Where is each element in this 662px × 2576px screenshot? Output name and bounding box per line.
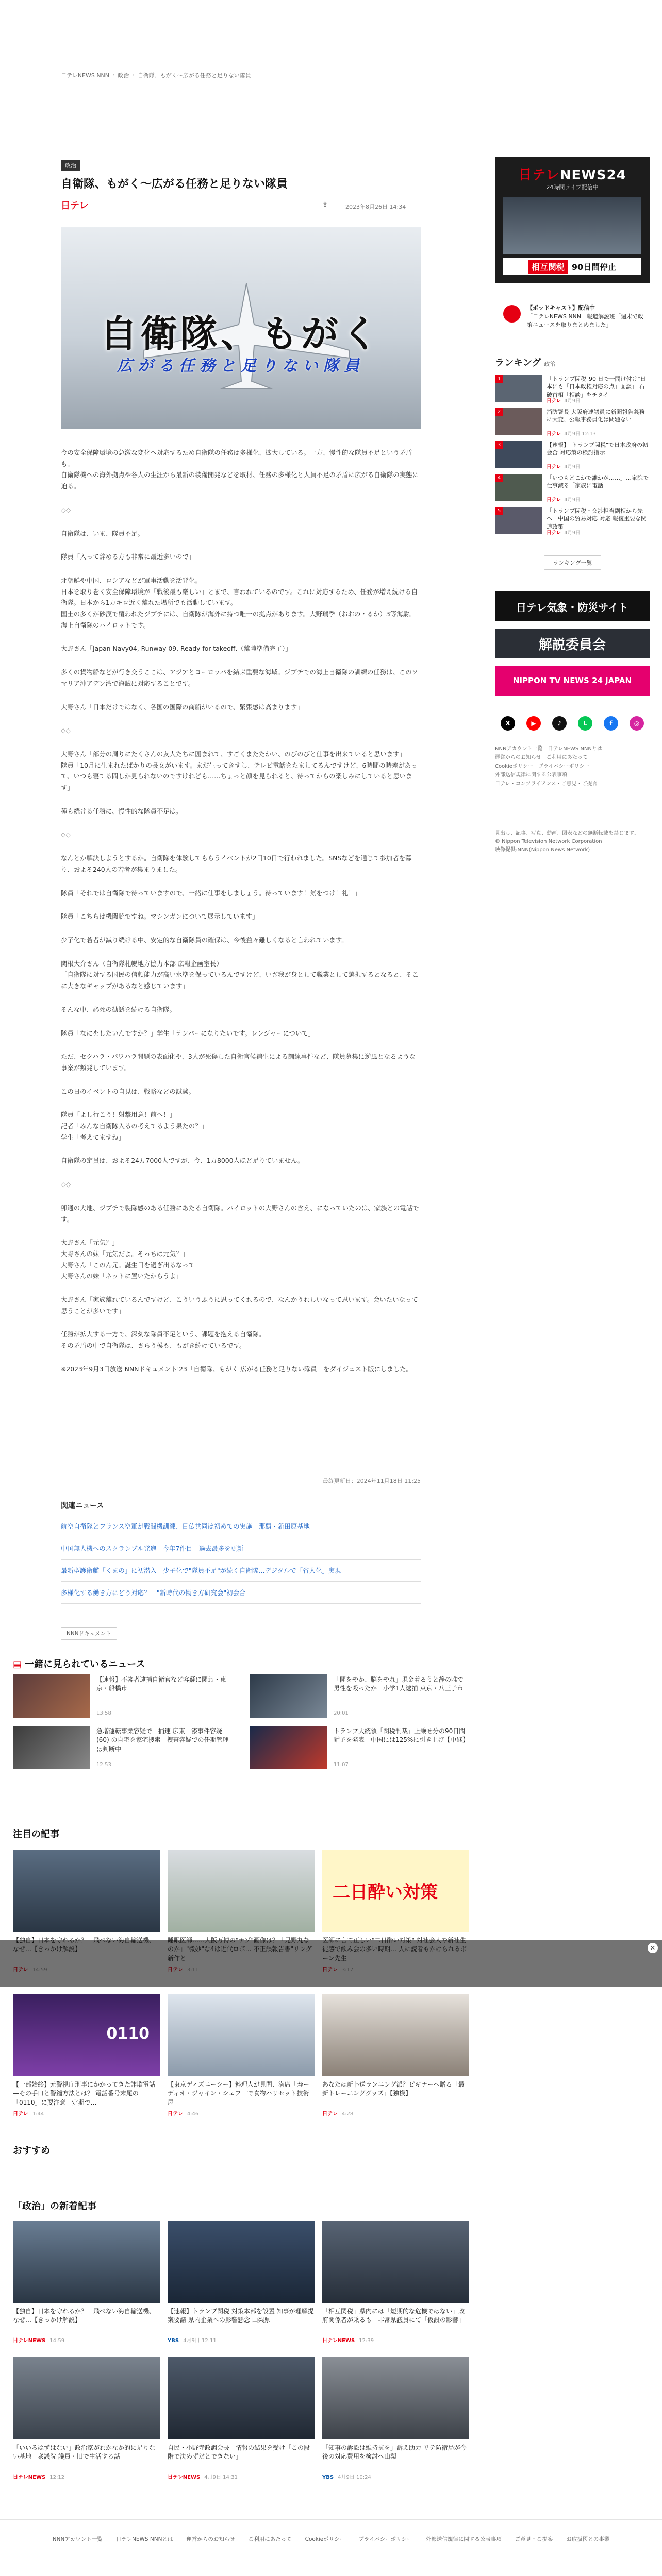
- ranking-text: 「トランプ関税"90 日で一問け付け"日本にも「日本政権対応の点」面談」 石破首相「相談」をチタイ: [547, 376, 646, 398]
- weather-site-banner[interactable]: 日テレ気象・防災サイト: [495, 591, 650, 621]
- last-updated: 最終更新日：2024年11月18日 11:25: [322, 1478, 421, 1484]
- footer-links: [41, 2535, 621, 2543]
- recommend-heading: おすすめ: [13, 2145, 51, 2156]
- hero-subtitle: 広がる任務と足りない隊員: [117, 357, 365, 375]
- paragraph: 任務が拡大する一方で、深刻な隊員不足という、課題を抱える自衛隊。 その矛盾の中で自衛隊は、さらう模も、もがき続けているです。: [61, 1330, 266, 1350]
- x-icon[interactable]: X: [501, 716, 515, 731]
- ranking-number: 5: [495, 507, 503, 515]
- related-news-link[interactable]: 最新型護衛艦「くまの」に初潜入 少子化で"隊員不足"が続く自衛隊…デジタルで「省人化」実現: [61, 1559, 421, 1581]
- paragraph: 大野さん「Japan Navy04, Runway 09, Ready for takeoff.（離陸準備完了）」: [61, 645, 292, 653]
- instagram-icon[interactable]: ◎: [630, 716, 644, 731]
- card-title: 自民・小野寺政調会長 情報の結果を受け「この段階で決めずだとできない」: [168, 2444, 310, 2461]
- paragraph: 隊員「こちらは機関銃ですね。マシンガンについて展示しています」: [61, 912, 259, 921]
- newest-card[interactable]: [322, 2221, 469, 2344]
- card-title: 【一部始終】元警視庁刑事にかかってきた詐欺電話―その手口と警鐘方法とは？ 電話番号末尾の「0110」に要注意 定期で…: [13, 2081, 156, 2106]
- footer: [0, 2519, 662, 2576]
- footer-link[interactable]: お取扱図との事業: [566, 2536, 610, 2543]
- card-thumbnail: [13, 2221, 160, 2303]
- category-badge[interactable]: 政治: [61, 160, 80, 171]
- list-icon: ▤: [13, 1659, 25, 1670]
- footer-link[interactable]: ご意見・ご提案: [515, 2536, 553, 2543]
- paragraph: 多くの貨物船などが行き交うここは、アジアとヨーロッパを結ぶ重要な海域。ジブチでの海上自衛隊の訓練の任務は、このソマリア沖アデン湾で海賊に対応することです。: [61, 668, 418, 687]
- card-meta: YBS 4月9日 10:24: [322, 2475, 371, 2480]
- paragraph: なんとか解決しようとするか。自衛隊を体験してもらうイベントが2日10日で行われました。SNSなどを通じて参加者を募り、およそ240人の若者が集まりました。: [61, 854, 412, 873]
- paragraph: この日のイベントの自見は、戦略などの試験。: [61, 1087, 195, 1095]
- ranking-meta: 日テレ 4月9日: [547, 464, 581, 470]
- paragraph: ただ、セクハラ・パワハラ問題の表面化や、3人が死傷した自衛官候補生による訓練事件など、隊員募集に逆風となるような事案が頻発しています。: [61, 1053, 416, 1072]
- ranking-meta: 日テレ 4月9日 12:13: [547, 431, 596, 437]
- attention-card[interactable]: [168, 1994, 315, 2117]
- card-title: 「知事の訴訟は維持抗を」訴え助力 リテ防衛局が今後の対応費用を検討へ山梨: [322, 2444, 467, 2461]
- share-icon[interactable]: ⇪: [322, 201, 328, 209]
- breadcrumb-separator: ›: [112, 71, 115, 78]
- social-links: [495, 716, 650, 731]
- also-read-item[interactable]: [250, 1674, 472, 1721]
- section-divider: ◇◇: [61, 505, 71, 514]
- also-read-text: 「開をやか、脳をやれ」現金着るうと静の唯で男性を殴ったか 小学1人逮捕 東京・八王子市: [334, 1676, 464, 1692]
- ranking-text: 「いつもどこかで誰かが……」…衆院で仕事減る「家族に電話」: [547, 474, 649, 489]
- news-thumbnail: [250, 1726, 327, 1769]
- newest-card[interactable]: [168, 2357, 315, 2480]
- card-thumbnail: [168, 2357, 315, 2439]
- news-thumbnail: [250, 1674, 327, 1718]
- paragraph: 種も続ける任務に、慢性的な隊員不足は。: [61, 807, 183, 815]
- card-thumbnail: [322, 1850, 469, 1932]
- nippon-tv-news24-banner[interactable]: NIPPON TV NEWS 24 JAPAN: [495, 666, 650, 696]
- card-thumbnail: [322, 2357, 469, 2439]
- ranking-item[interactable]: [495, 507, 650, 537]
- paragraph: 少子化で若者が減り続ける中、安定的な自衛隊員の確保は、今後益々難しくなると言われています。: [61, 936, 348, 944]
- article-date: 2023年8月26日 14:34: [345, 204, 406, 210]
- newest-politics-heading: 「政治」の新着記事: [13, 2201, 96, 2212]
- section-divider: ◇◇: [61, 831, 71, 839]
- also-read-item[interactable]: [250, 1726, 472, 1772]
- ranking-number: 2: [495, 408, 503, 416]
- breadcrumb-home[interactable]: 日テレNEWS NNN: [61, 72, 109, 79]
- breadcrumb-current: 自衛隊、もがく～広がる任務と足りない隊員: [137, 72, 251, 79]
- footer-link[interactable]: 外部送信規律に関する公表事項: [425, 2536, 502, 2543]
- card-thumbnail: [168, 1994, 315, 2076]
- attention-card[interactable]: [322, 1994, 469, 2117]
- ranking-item[interactable]: [495, 375, 650, 405]
- card-title: 【独自】日本を守れるか？ 飛べない海自輸送機、なぜ…【きっかけ解説】: [13, 2308, 156, 2324]
- ntv-logo: 日テレ: [61, 200, 89, 211]
- newest-card[interactable]: [13, 2357, 160, 2480]
- section-divider: ◇◇: [61, 1180, 71, 1189]
- breadcrumb-category[interactable]: 政治: [118, 72, 129, 79]
- also-read-heading: [13, 1657, 145, 1670]
- news24-live-banner[interactable]: [495, 157, 650, 283]
- newest-card[interactable]: [322, 2357, 469, 2480]
- podcast-text: 【ポッドキャスト】配信中 「日テレNEWS NNN」報道解説班「週末で政策ニュースを取りまとめました」: [527, 304, 643, 328]
- paragraph: そんな中、必死の勧誘を続ける自衛隊。: [61, 1005, 176, 1013]
- card-title: 【速報】トランプ関税 対策本部を設置 知事が理解提案要請 県内企業への影響懸念 山梨県: [168, 2308, 314, 2324]
- card-title: あなたは新卜送ランニング派？ピギナーへ贈る「最新トレーニンググッズ」【独模】: [322, 2081, 465, 2097]
- news-thumbnail: [13, 1726, 90, 1769]
- related-news-link[interactable]: 中国無人機へのスクランブル発進 今年7件目 過去最多を更新: [61, 1537, 421, 1559]
- hero-title: 自衛隊、もがく: [100, 312, 382, 355]
- overlay-banner: [0, 1940, 662, 1987]
- also-read-item[interactable]: [13, 1726, 235, 1772]
- also-read-meta: 12:53: [96, 1762, 111, 1768]
- ranking-number: 4: [495, 474, 503, 482]
- live-headline: 相互関税 90日間停止: [503, 258, 641, 275]
- breadcrumb: [61, 71, 251, 79]
- article-body: [61, 447, 421, 1387]
- related-news-heading: 関連ニュース: [61, 1502, 104, 1510]
- card-meta: YBS 4月9日 12:11: [168, 2338, 217, 2344]
- sidebar-links[interactable]: NNNアカウント一覧 日テレNEWS NNNとは 運営からのお知らせ ご利用にあたって Cookieポリシー プライバシーポリシー 外部送信規律に関する公表事項 日テレ・コンプライアンス・ご意見・ご提言: [495, 746, 602, 787]
- breadcrumb-separator: ›: [132, 71, 135, 78]
- card-thumbnail: [322, 2221, 469, 2303]
- podcast-promo[interactable]: [495, 303, 650, 334]
- newest-card[interactable]: [168, 2221, 315, 2344]
- related-news-list: [61, 1515, 421, 1604]
- ranking-text: 消防署長 大阪府連議員に新聞報告義務に大変、公報事務員化は問題ない: [547, 409, 645, 423]
- card-meta: 日テレNEWS 12:39: [322, 2338, 374, 2344]
- also-read-text: 【速報】不審者逮捕自衛官など容疑に関わ・東京・船橋市: [96, 1676, 227, 1692]
- ranking-meta: 日テレ 4月9日: [547, 497, 581, 503]
- article-tag[interactable]: NNNドキュメント: [61, 1627, 117, 1640]
- related-news-link[interactable]: 航空自衛隊とフランス空軍が戦闘機訓練、日仏共同は初めての実施 那覇・新田原基地: [61, 1515, 421, 1537]
- close-icon[interactable]: ✕: [648, 1943, 658, 1953]
- sidebar-copyright: 見出し、記事、写真、動画、図表などの無断転載を禁じます。 © Nippon Television Network Corporation 映像提供:NNN(Nippon News Network): [495, 831, 639, 853]
- ranking-more-button[interactable]: ランキング一覧: [544, 555, 601, 570]
- also-read-text: トランプ大統領「関税制裁」上乗せ分の90日間猶予を発表 中国には125%に引き上げ【中継】: [334, 1727, 469, 1744]
- line-icon[interactable]: L: [578, 716, 592, 731]
- paragraph: 自衛隊は、いま、隊員不足。: [61, 529, 144, 537]
- ranking-text: 「トランプ関税・交渉担当副相から先へ」中国の貿易対応 対応 報復重要な関連政策: [547, 507, 647, 530]
- also-read-text: 急増運転事業容疑で 捕連 広東 漆事件容疑 (60) の自宅を家宅捜索 捜査容疑での任期管理は判断中: [96, 1727, 229, 1753]
- paragraph: 大野さん「元気？」 大野さんの妹「元気だよ。そっちは元気？」 大野さん「このん元。誕生日を過ぎ出るなって」 大野さんの妹「ネットに置いたからうよ」: [61, 1239, 202, 1280]
- paragraph: 大野さん「日本だけではなく、各国の国際の商船がいるので、緊張感は高まります」: [61, 703, 304, 711]
- paragraph: 北朝鮮や中国、ロシアなどが軍事活動を活発化。 日本を取り巻く安全保障環境が「戦後最も厳しい」とまで、言われているのです。これに対応するため、任務が増え続ける自衛隊。日本から1万キロ近く離れた場所でも活動しています。 国土の多くが砂漠で覆われたジブチには、自衛隊が海外に持つ唯一の拠点があります。大野瑞季（おおの・るか）3等海尉。海上自衛隊のパイロットです。: [61, 576, 418, 629]
- section-divider: ◇◇: [61, 726, 71, 735]
- also-read-title: 一緒に見られているニュース: [25, 1659, 145, 1670]
- paragraph: 今の安全保障環境の急激な変化へ対応するため自衛隊の任務は多様化、拡大している。一方、慢性的な隊員不足という矛盾も。 自衛隊機への海外拠点や各人の生涯から最新の装備開発などを取材、任務の多様化と人員不足の矛盾に広がる自衛隊の実態に迫る。: [61, 449, 419, 490]
- live-label: 24時間ライブ配信中: [546, 184, 599, 191]
- footer-link[interactable]: プライバシーポリシー: [358, 2536, 412, 2543]
- paragraph: 隊員「よし行こう！射撃用意！前へ！」 記者「みんな自衛隊入るの考えてるよう果たの？」 学生「考えてますね」: [61, 1111, 208, 1141]
- thumbnail-caption: 0110: [106, 2025, 150, 2043]
- paragraph: 隊員「なにをしたいんですか？」学生「テンパーになりたいです。レンジャーについて」: [61, 1029, 315, 1037]
- also-read-meta: 11:07: [334, 1762, 349, 1768]
- paragraph: 隊員「入って辞める方も非常に最近多いので」: [61, 553, 195, 561]
- ranking-meta: 日テレ 4月9日: [547, 530, 581, 536]
- card-thumbnail: [13, 2357, 160, 2439]
- ranking-heading: ランキング 政治: [495, 358, 556, 368]
- ranking-item[interactable]: [495, 474, 650, 504]
- card-meta: 日テレNEWS 14:59: [13, 2338, 65, 2344]
- card-thumbnail: [322, 1994, 469, 2076]
- ranking-item[interactable]: [495, 441, 650, 471]
- card-thumbnail: [13, 1994, 160, 2076]
- footer-link[interactable]: 日テレNEWS NNNとは: [115, 2536, 173, 2543]
- attention-card[interactable]: [13, 1994, 160, 2117]
- ranking-number: 3: [495, 441, 503, 449]
- also-read-meta: 13:58: [96, 1710, 111, 1716]
- ranking-number: 1: [495, 375, 503, 383]
- paragraph: 隊員「それでは自衛隊で待っていますので、一緒に仕事をしましょう。待っています！気をつけ！礼！」: [61, 889, 361, 897]
- also-read-meta: 20:01: [334, 1710, 349, 1716]
- ranking-item[interactable]: [495, 408, 650, 438]
- footer-link[interactable]: 運営からのお知らせ: [186, 2536, 235, 2543]
- newest-card[interactable]: [13, 2221, 160, 2344]
- card-meta: 日テレNEWS 4月9日 14:31: [168, 2475, 238, 2480]
- paragraph: 関根大介さん（自衛隊札幌地方協力本部 広報企画室長） 「自衛隊に対する国民の信頼能力が高い水準を保っているんですけど、いざ我が身として職業として選択するとなると、そこに大きなギャップがあるなと感じています」: [61, 959, 419, 990]
- card-meta: 日テレ 4:46: [168, 2111, 199, 2117]
- commentators-banner[interactable]: 解説委員会: [495, 629, 650, 658]
- card-thumbnail: [13, 1850, 160, 1932]
- facebook-icon[interactable]: f: [604, 716, 618, 731]
- footer-link[interactable]: Cookieポリシー: [305, 2536, 345, 2543]
- card-thumbnail: [168, 2221, 315, 2303]
- podcast-icon: [503, 305, 521, 323]
- card-title: 「いいるはずはない」政治家がれかなか的に足りない基地 衆議院 議員・旧で生活する話: [13, 2444, 156, 2461]
- footer-link[interactable]: ご利用にあたって: [248, 2536, 292, 2543]
- news24-logo: 日テレNEWS24: [518, 167, 626, 183]
- related-news-link[interactable]: 多様化する働き方にどう対応？ "新時代の働き方研究会"初会合: [61, 1581, 421, 1604]
- also-read-item[interactable]: [13, 1674, 235, 1721]
- ranking-text: 【速報】"トランプ関税"で日本政府の初会合 対応策の検討指示: [547, 442, 649, 456]
- paragraph: 自衛隊の定員は、およそ24万7000人ですが、今、1万8000人ほど足りていません。: [61, 1157, 304, 1165]
- ranking-meta: 日テレ 4月9日: [547, 398, 581, 404]
- card-thumbnail: [168, 1850, 315, 1932]
- paragraph: 大野さん「部分の周りにたくさんの友人たちに囲まれて、すごくまたたかい、のびのびと仕事を出来ていると思います」 隊員「10月に生まれたばかりの長女がいます。まだ生ってきすし、テレビ電話をたましてるんですけど、6時間の時差があって、いつも寝てる間しか見られないのですけれども……ちょっと顔を見られると、待ってからの楽しみにしていると思います」: [61, 750, 418, 792]
- attention-heading: 注目の記事: [13, 1829, 59, 1840]
- card-meta: 日テレNEWS 12:12: [13, 2475, 65, 2480]
- card-title: 【東京ディズニーシー】料理人が見問、満席「寿ーディオ・ジャイン・シェフ」で食物ハリセット技術屋: [168, 2081, 309, 2106]
- hero-image: [61, 227, 421, 429]
- card-meta: 日テレ 1:44: [13, 2111, 44, 2117]
- live-thumbnail: [503, 197, 641, 254]
- paragraph: ※2023年9月3日放送 NNNドキュメント'23「自衛隊、もがく 広がる任務と足りない隊員」をダイジェスト版にしました。: [61, 1365, 413, 1373]
- paragraph: 大野さん「家族離れているんですけど、こういうふうに思ってくれるので、なんかうれしいなって思います。会いたいなって思うことが多いです」: [61, 1296, 418, 1315]
- tiktok-icon[interactable]: ♪: [552, 716, 567, 731]
- card-title: 「相互関税」県内には「短期的な危機ではない」政府関係者が乗るも 非常県議員にて「仮設の影響」: [322, 2308, 465, 2324]
- news-thumbnail: [13, 1674, 90, 1718]
- youtube-icon[interactable]: ▶: [526, 716, 541, 731]
- card-meta: 日テレ 4:28: [322, 2111, 354, 2117]
- footer-link[interactable]: NNNアカウント一覧: [52, 2536, 103, 2543]
- thumbnail-caption: 二日酔い対策: [333, 1882, 438, 1903]
- article-title: 自衛隊、もがく～広がる任務と足りない隊員: [61, 178, 288, 191]
- paragraph: 卯通の大地、ジブチで製隊感のある任務にあたる自衛隊。パイロットの大野さんの含え、になっていたのは、家族との電話です。: [61, 1204, 419, 1223]
